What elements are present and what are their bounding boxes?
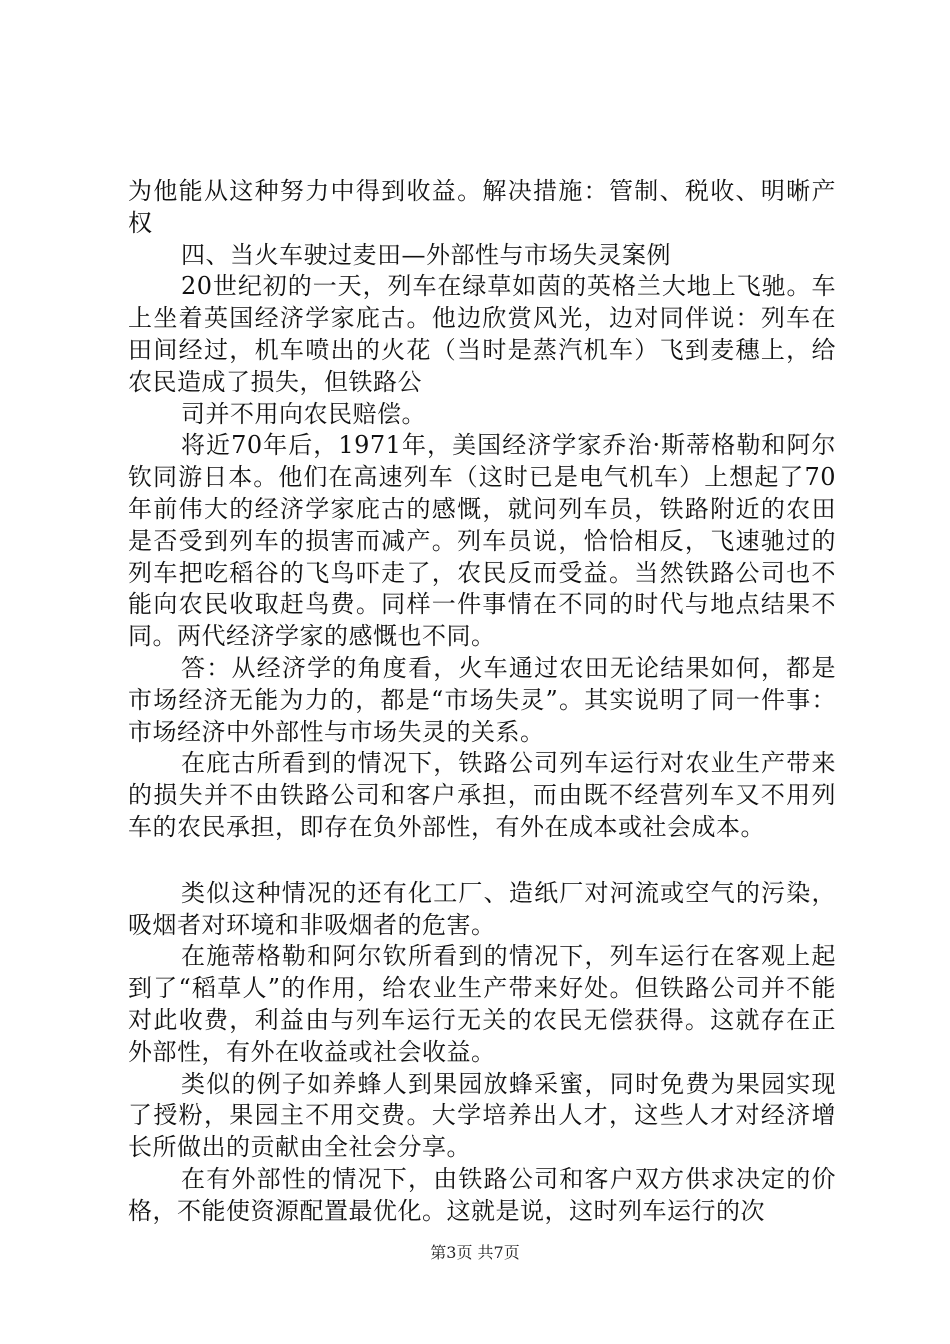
paragraph-6: 答：从经济学的角度看，火车通过农田无论结果如何，都是市场经济无能为力的，都是“市场失灵”。其实说明了同一件事：市场经济中外部性与市场失灵的关系。 <box>128 653 836 746</box>
paragraph-4: 司并不用向农民赔偿。 <box>181 399 426 428</box>
paragraph-5: 将近70年后，1971年，美国经济学家乔治·斯蒂格勒和阿尔钦同游日本。他们在高速列车（这时已是电气机车）上想起了70年前伟大的经济学家庇古的感慨，就问列车员，铁路附近的农田是否受到列车的损害而减产。列车员说，恰恰相反，飞速驰过的列车把吃稻谷的飞鸟吓走了，农民反而受益。当然铁路公司也不能向农民收取赶鸟费。同样一件事情在不同的时代与地点结果不同。两代经济学家的感慨也不同。 <box>128 431 836 651</box>
section-heading: 四、当火车驶过麦田—外部性与市场失灵案例 <box>181 240 671 269</box>
paragraph-7: 在庇古所看到的情况下，铁路公司列车运行对农业生产带来的损失并不由铁路公司和客户承担，而由既不经营列车又不用列车的农民承担，即存在负外部性，有外在成本或社会成本。 <box>128 749 836 841</box>
paragraph-11: 在有外部性的情况下，由铁路公司和客户双方供求决定的价格，不能使资源配置最优化。这就是说，这时列车运行的次 <box>128 1164 836 1225</box>
paragraph-10: 类似的例子如养蜂人到果园放蜂采蜜，同时免费为果园实现了授粉，果园主不用交费。大学培养出人才，这些人才对经济增长所做出的贡献由全社会分享。 <box>128 1069 836 1162</box>
page-number-footer: 第3页 共7页 <box>430 1243 520 1262</box>
paragraph-3: 20世纪初的一天，列车在绿草如茵的英格兰大地上飞驰。车上坐着英国经济学家庇古。他边欣赏风光，边对同伴说：列车在田间经过，机车喷出的火花（当时是蒸汽机车）飞到麦穗上，给农民造成了损失，但铁路公 <box>128 272 836 396</box>
paragraph-8: 类似这种情况的还有化工厂、造纸厂对河流或空气的污染，吸烟者对环境和非吸烟者的危害。 <box>128 878 836 939</box>
paragraph-1: 为他能从这种努力中得到收益。解决措施：管制、税收、明晰产权 <box>128 177 836 237</box>
paragraph-9: 在施蒂格勒和阿尔钦所看到的情况下，列车运行在客观上起到了“稻草人”的作用，给农业生产带来好处。但铁路公司并不能对此收费，利益由与列车运行无关的农民无偿获得。这就存在正外部性，有外在收益或社会收益。 <box>128 942 836 1066</box>
document-body <box>128 176 836 1228</box>
